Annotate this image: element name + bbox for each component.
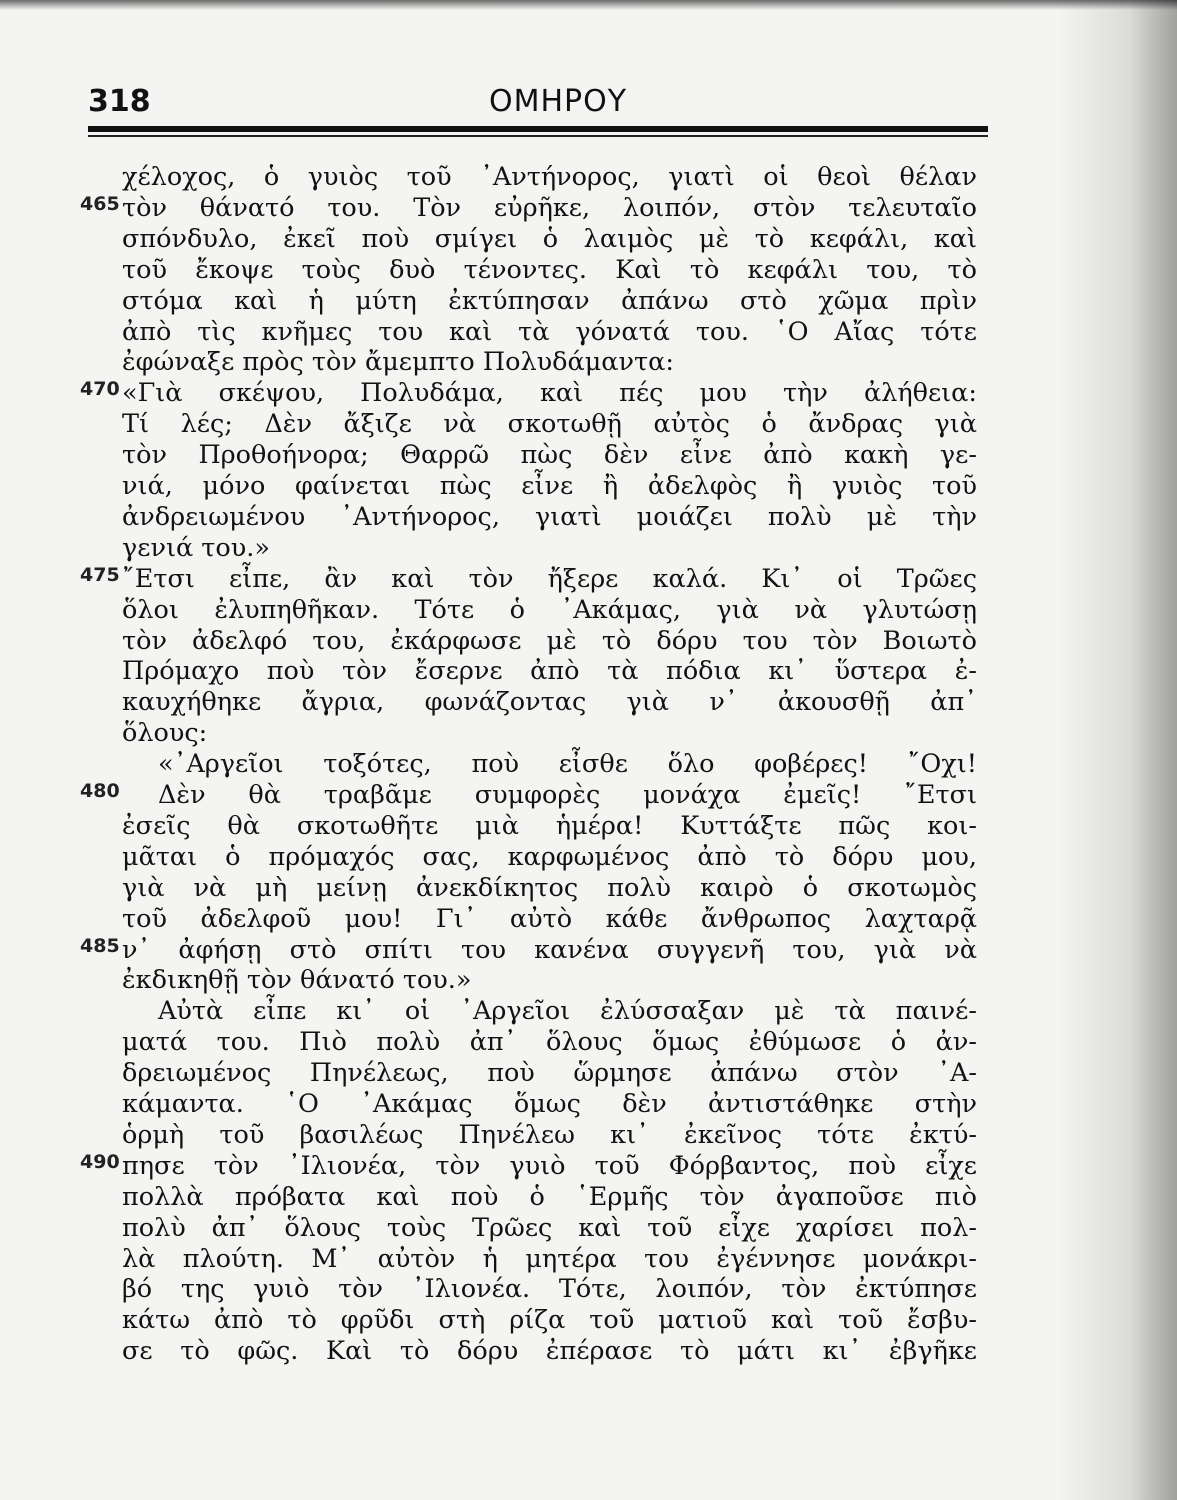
line-text: ἐσεῖς θὰ σκοτωθῆτε μιὰ ἡμέρα! Κυττάξτε πῶς κοι- — [122, 810, 977, 841]
line-text: βό της γυιὸ τὸν ᾿Ιλιονέα. Τότε, λοιπόν, τὸν ἐκτύπησε — [122, 1274, 977, 1305]
line-text: ὅλοι ἐλυπηθῆκαν. Τότε ὁ ᾿Ακάμας, γιὰ νὰ γλυτώσῃ — [122, 594, 977, 625]
line-text: χέλοχος, ὁ γυιὸς τοῦ ᾿Αντήνορος, γιατὶ οἱ θεοὶ θέλαν — [122, 162, 977, 192]
line-text: πησε τὸν ᾿Ιλιονέα, τὸν γυιὸ τοῦ Φόρβαντος, ποὺ εἶχε — [122, 1150, 977, 1181]
line-text: ὅλους: — [122, 718, 208, 749]
line-text: Δὲν θὰ τραβᾶμε συμφορὲς μονάχα ἐμεῖς! ῎Ετσι — [158, 780, 977, 810]
line-text: Πρόμαχο ποὺ τὸν ἔσερνε ἀπὸ τὰ πόδια κι᾿ ὕστερα ἐ- — [122, 656, 977, 687]
line-text: τὸν Προθοήνορα; Θαρρῶ πὼς δὲν εἶνε ἀπὸ κακὴ γε- — [122, 440, 977, 471]
line-text: πολλὰ πρόβατα καὶ ποὺ ὁ ῾Ερμῆς τὸν ἀγαποῦσε πιὸ — [122, 1181, 977, 1212]
line-number: 485 — [80, 934, 120, 957]
line-text: γιὰ νὰ μὴ μείνῃ ἀνεκδίκητος πολὺ καιρὸ ὁ σκοτωμὸς — [122, 872, 977, 903]
line-text: ὁρμὴ τοῦ βασιλέως Πηνέλεω κι᾿ ἐκεῖνος τότε ἐκτύ- — [122, 1119, 977, 1150]
line-text: μᾶται ὁ πρόμαχός σας, καρφωμένος ἀπὸ τὸ δόρυ μου, — [122, 841, 977, 872]
line-text: ν᾿ ἀφήσῃ στὸ σπίτι του κανένα συγγενῆ του, γιὰ νὰ — [122, 934, 977, 965]
line-number: 470 — [80, 378, 120, 401]
line-text: κάμαντα. ῾Ο ᾿Ακάμας ὅμως δὲν ἀντιστάθηκε στὴν — [122, 1089, 977, 1119]
line-text: τοῦ ἔκοψε τοὺς δυὸ τένοντες. Καὶ τὸ κεφάλι του, τὸ — [122, 254, 977, 285]
line-text: τὸν θάνατό του. Τὸν εὐρῆκε, λοιπόν, στὸν τελευταῖο — [122, 192, 977, 223]
line-text: κάτω ἀπὸ τὸ φρῦδι στὴ ρίζα τοῦ ματιοῦ καὶ τοῦ ἔσβυ- — [122, 1305, 977, 1336]
line-text: σε τὸ φῶς. Καὶ τὸ δόρυ ἐπέρασε τὸ μάτι κι᾿ ἐβγῆκε — [122, 1336, 977, 1367]
line-text: ἀπὸ τὶς κνῆμες του καὶ τὰ γόνατά του. ῾Ο Αἴας τότε — [122, 316, 977, 347]
line-text: σπόνδυλο, ἐκεῖ ποὺ σμίγει ὁ λαιμὸς μὲ τὸ κεφάλι, καὶ — [122, 223, 977, 254]
text-line — [0, 1331, 1177, 1371]
header-rule — [88, 126, 988, 132]
line-number: 480 — [80, 780, 120, 802]
line-text: τοῦ ἀδελφοῦ μου! Γι᾿ αὐτὸ κάθε ἄνθρωπος λαχταρᾷ — [122, 903, 977, 934]
line-text: πολὺ ἀπ᾿ ὅλους τοὺς Τρῶες καὶ τοῦ εἶχε χαρίσει πολ- — [122, 1212, 977, 1243]
running-title: ΟΜΗΡΟΥ — [488, 84, 628, 119]
line-text: γενιά του.» — [122, 532, 270, 563]
line-text: καυχήθηκε ἄγρια, φωνάζοντας γιὰ ν᾿ ἀκουσθῇ ἀπ᾿ — [122, 687, 977, 718]
line-text: ῎Ετσι εἶπε, ἂν καὶ τὸν ἤξερε καλά. Κι᾿ οἱ Τρῶες — [122, 563, 977, 594]
line-text: ἐφώναξε πρὸς τὸν ἄμεμπτο Πολυδάμαντα: — [122, 347, 674, 378]
line-text: λὰ πλούτη. Μ᾿ αὐτὸν ἡ μητέρα του ἐγέννησε μονάκρι- — [122, 1243, 977, 1274]
line-text: δρειωμένος Πηνέλεως, ποὺ ὥρμησε ἀπάνω στὸν ᾿Α- — [122, 1058, 977, 1089]
line-number: 465 — [80, 192, 120, 215]
line-text: νιά, μόνο φαίνεται πὼς εἶνε ἢ ἀδελφὸς ἢ γυιὸς τοῦ — [122, 471, 977, 501]
page-header — [88, 84, 988, 124]
line-text: τὸν ἀδελφό του, ἐκάρφωσε μὲ τὸ δόρυ του τὸν Βοιωτὸ — [122, 625, 977, 656]
line-text: ματά του. Πιὸ πολὺ ἀπ᾿ ὅλους ὅμως ἐθύμωσε ὁ ἀν- — [122, 1027, 977, 1058]
line-number: 490 — [80, 1150, 120, 1173]
line-number: 475 — [80, 563, 120, 586]
page-number: 318 — [88, 84, 151, 119]
line-text: Τί λές; Δὲν ἄξιζε νὰ σκοτωθῇ αὐτὸς ὁ ἄνδρας γιὰ — [122, 409, 977, 440]
page-top-edge — [0, 0, 1177, 10]
header-rule-thin — [88, 135, 988, 137]
line-text: Αὐτὰ εἶπε κι᾿ οἱ ᾿Αργεῖοι ἐλύσσαξαν μὲ τὰ παινέ- — [158, 996, 977, 1027]
line-text: στόμα καὶ ἡ μύτη ἐκτύπησαν ἀπάνω στὸ χῶμα πρὶν — [122, 285, 977, 316]
line-text: ἀνδρειωμένου ᾿Αντήνορος, γιατὶ μοιάζει πολὺ μὲ τὴν — [122, 501, 977, 532]
line-text: «Γιὰ σκέψου, Πολυδάμα, καὶ πές μου τὴν ἀλήθεια: — [122, 378, 977, 409]
text-body — [0, 157, 1177, 1377]
line-text: «᾿Αργεῖοι τοξότες, ποὺ εἶσθε ὅλο φοβέρες! ῎Οχι! — [158, 749, 977, 780]
line-text: ἐκδικηθῇ τὸν θάνατό του.» — [122, 965, 472, 996]
